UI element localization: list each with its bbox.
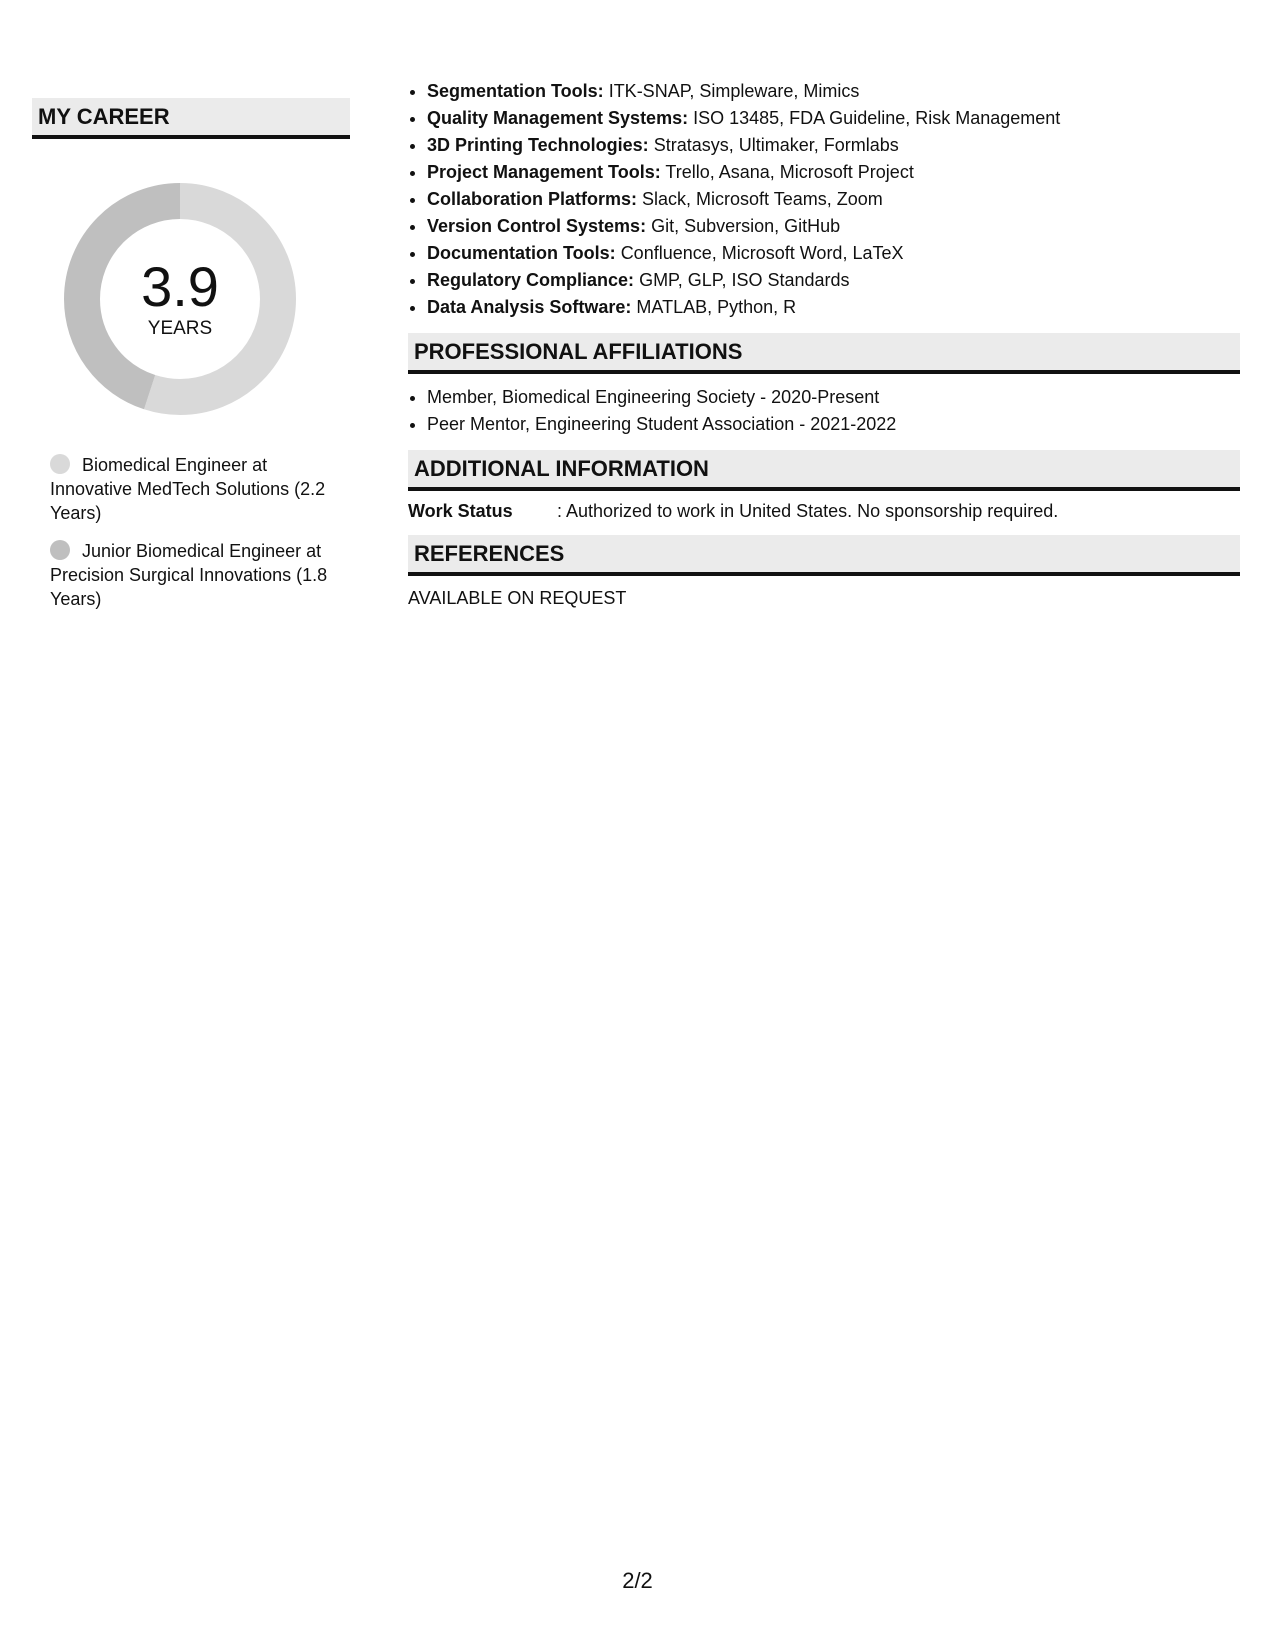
donut-center <box>64 183 296 415</box>
skill-title: Project Management Tools: <box>427 162 661 182</box>
skill-value: Slack, Microsoft Teams, Zoom <box>642 189 883 209</box>
skill-title: Data Analysis Software: <box>427 297 632 317</box>
skill-value: Trello, Asana, Microsoft Project <box>665 162 914 182</box>
sidebar <box>32 98 350 625</box>
career-heading: MY CAREER <box>32 98 350 139</box>
career-item <box>50 453 330 525</box>
career-dot-icon <box>50 454 70 474</box>
skill-item <box>427 132 1240 159</box>
career-total-value: 3.9 <box>141 255 219 318</box>
work-status-label: Work Status <box>408 501 513 521</box>
affiliation-item: • Member, Biomedical Engineering Society - 2020-Present <box>427 384 1240 411</box>
career-item-label: Junior Biomedical Engineer at Precision Surgical Innovations (1.8 Years) <box>50 541 328 609</box>
skill-title: Quality Management Systems: <box>427 108 689 128</box>
skill-value: ITK-SNAP, Simpleware, Mimics <box>608 81 860 101</box>
skill-item <box>427 294 1240 321</box>
skill-item <box>427 213 1240 240</box>
page-number: 2/2 <box>622 1568 653 1593</box>
skill-item <box>427 105 1240 132</box>
skill-value: ISO 13485, FDA Guideline, Risk Management <box>693 108 1061 128</box>
additional-info-heading: ADDITIONAL INFORMATION <box>408 450 1240 491</box>
skill-value: Stratasys, Ultimaker, Formlabs <box>653 135 899 155</box>
skill-title: Version Control Systems: <box>427 216 647 236</box>
career-donut-chart <box>64 183 296 415</box>
skill-title: 3D Printing Technologies: <box>427 135 649 155</box>
main-content <box>408 78 1240 610</box>
career-item <box>50 539 330 611</box>
skill-value: GMP, GLP, ISO Standards <box>639 270 850 290</box>
career-total-unit: YEARS <box>147 318 213 339</box>
skill-item <box>427 186 1240 213</box>
skill-title: Documentation Tools: <box>427 243 616 263</box>
skill-value: Confluence, Microsoft Word, LaTeX <box>620 243 904 263</box>
references-text: AVAILABLE ON REQUEST <box>408 588 627 608</box>
work-status-row <box>408 499 1240 523</box>
skill-title: Regulatory Compliance: <box>427 270 635 290</box>
skill-item <box>427 240 1240 267</box>
skill-value: MATLAB, Python, R <box>636 297 797 317</box>
work-status-value: : Authorized to work in United States. No sponsorship required. <box>557 501 1059 521</box>
skill-item <box>427 78 1240 105</box>
affiliations-heading: PROFESSIONAL AFFILIATIONS <box>408 333 1240 374</box>
skill-item <box>427 159 1240 186</box>
skill-title: Collaboration Platforms: <box>427 189 638 209</box>
skill-value: Git, Subversion, GitHub <box>651 216 841 236</box>
career-legend <box>50 453 330 611</box>
career-item-label: Biomedical Engineer at Innovative MedTech Solutions (2.2 Years) <box>50 455 326 523</box>
skill-title: Segmentation Tools: <box>427 81 604 101</box>
affiliation-item: • Peer Mentor, Engineering Student Association - 2021-2022 <box>427 411 1240 438</box>
references-heading: REFERENCES <box>408 535 1240 576</box>
career-dot-icon <box>50 540 70 560</box>
skill-item <box>427 267 1240 294</box>
affiliations-list <box>408 384 1240 438</box>
skills-list <box>408 78 1240 321</box>
